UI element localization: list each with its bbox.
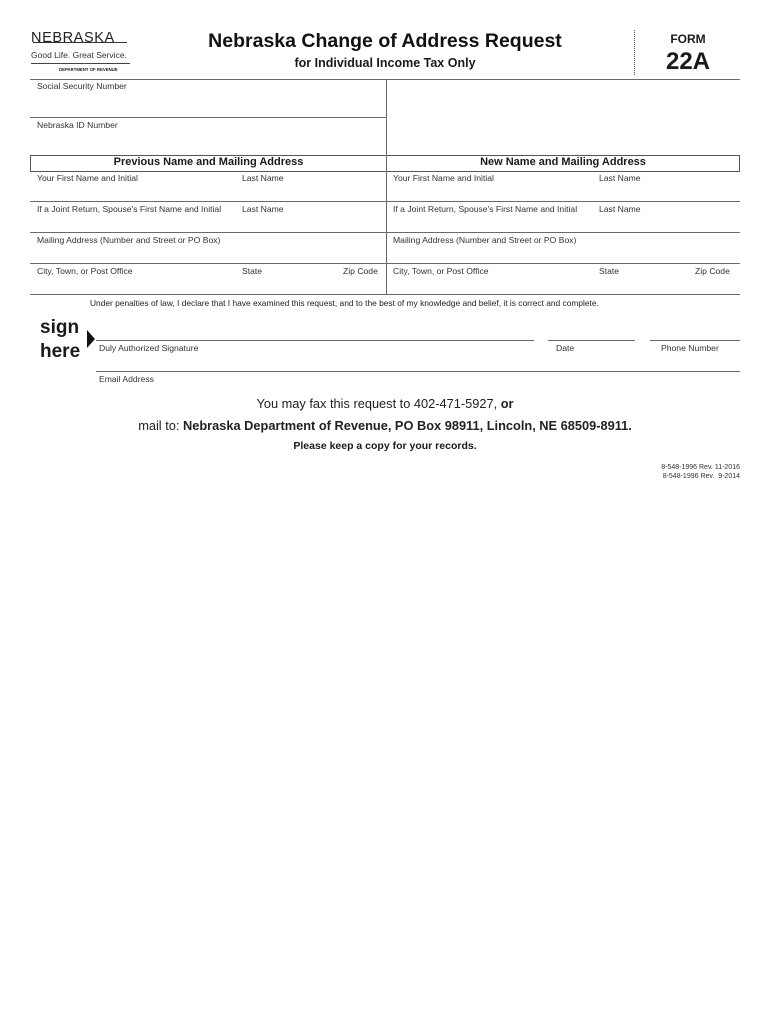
form-title: Nebraska Change of Address Request — [208, 30, 562, 52]
ssn-field[interactable] — [34, 95, 386, 115]
top-rule — [30, 79, 740, 80]
ssn-rule — [30, 117, 386, 118]
row2-rule — [30, 232, 740, 233]
keep-copy-note: Please keep a copy for your records. — [293, 440, 477, 452]
prev-spouse-last-field[interactable] — [239, 216, 386, 231]
fax-or: or — [500, 396, 514, 411]
here-word: here — [40, 341, 81, 362]
email-rule — [96, 371, 740, 372]
ne-id-label: Nebraska ID Number — [37, 120, 118, 130]
logo-divider — [31, 63, 130, 64]
new-spouse-first-field[interactable] — [390, 216, 596, 231]
prev-state-label: State — [242, 266, 263, 276]
prev-zip-label: Zip Code — [343, 266, 378, 276]
prev-first-name-label: Your First Name and Initial — [37, 173, 138, 183]
phone-label: Phone Number — [661, 343, 719, 353]
prev-last-name-field[interactable] — [239, 185, 386, 200]
logo-department: DEPARTMENT OF REVENUE — [59, 67, 118, 72]
mail-address: Nebraska Department of Revenue, PO Box 98911, Lincoln, NE 68509-8911. — [183, 418, 632, 433]
new-last-name-label: Last Name — [599, 173, 641, 183]
phone-field[interactable] — [652, 325, 740, 339]
new-spouse-last-field[interactable] — [596, 216, 740, 231]
new-address-heading: New Name and Mailing Address — [480, 156, 646, 168]
prev-spouse-first-field[interactable] — [34, 216, 238, 231]
mail-instruction — [30, 418, 740, 433]
prev-city-field[interactable] — [34, 278, 238, 293]
previous-address-heading: Previous Name and Mailing Address — [113, 156, 304, 168]
new-spouse-first-label: If a Joint Return, Spouse's First Name and Initial — [393, 204, 578, 214]
new-zip-label: Zip Code — [695, 266, 730, 276]
email-label: Email Address — [99, 374, 154, 384]
form-number: 22A — [665, 48, 711, 75]
new-spouse-last-label: Last Name — [599, 204, 641, 214]
prev-city-label: City, Town, or Post Office — [37, 266, 133, 276]
revision-2: 8-548-1996 Rev. 9-2014 — [662, 473, 740, 480]
row4-rule — [30, 294, 740, 295]
prev-first-name-field[interactable] — [34, 185, 238, 200]
prev-spouse-last-label: Last Name — [242, 204, 284, 214]
ne-id-field[interactable] — [34, 133, 386, 151]
sign-arrow-icon — [87, 330, 95, 348]
prev-mailing-label: Mailing Address (Number and Street or PO Box) — [37, 235, 221, 245]
prev-last-name-label: Last Name — [242, 173, 284, 183]
row1-rule — [30, 201, 740, 202]
new-mailing-label: Mailing Address (Number and Street or PO Box) — [393, 235, 577, 245]
sign-here-label — [40, 316, 90, 364]
fax-instruction — [30, 396, 740, 411]
sign-word: sign — [40, 317, 80, 338]
revision-1: 8-548-1996 Rev. 11-2016 — [661, 464, 740, 471]
signature-field[interactable] — [98, 325, 534, 339]
new-state-field[interactable] — [596, 278, 690, 293]
form-subtitle: for Individual Income Tax Only — [294, 56, 476, 70]
prev-state-field[interactable] — [239, 278, 339, 293]
new-mailing-field[interactable] — [390, 247, 740, 262]
ssn-label: Social Security Number — [37, 81, 127, 91]
logo-tagline: Good Life. Great Service. — [31, 50, 127, 60]
date-field[interactable] — [550, 325, 636, 339]
mail-prefix: mail to: — [138, 418, 183, 433]
prev-zip-field[interactable] — [340, 278, 386, 293]
fax-text: You may fax this request to 402-471-5927, — [256, 396, 501, 411]
phone-rule — [650, 340, 740, 341]
new-zip-field[interactable] — [692, 278, 740, 293]
new-first-name-field[interactable] — [390, 185, 596, 200]
signature-rule — [96, 340, 534, 341]
date-label: Date — [556, 343, 575, 353]
declaration-text: Under penalties of law, I declare that I have examined this request, and to the best of my knowledge and belief, it is correct and complete. — [90, 298, 599, 308]
logo-state-name: NEBRASKA — [31, 30, 115, 46]
form-label: FORM — [670, 32, 706, 46]
signature-label: Duly Authorized Signature — [99, 343, 199, 353]
new-last-name-field[interactable] — [596, 185, 740, 200]
new-city-field[interactable] — [390, 278, 596, 293]
new-state-label: State — [599, 266, 620, 276]
prev-spouse-first-label: If a Joint Return, Spouse's First Name and Initial — [37, 204, 222, 214]
header-divider — [634, 30, 635, 75]
logo-swoosh — [33, 42, 127, 43]
nebraska-logo — [30, 26, 134, 76]
date-rule — [548, 340, 635, 341]
new-city-label: City, Town, or Post Office — [393, 266, 489, 276]
row3-rule — [30, 263, 740, 264]
new-first-name-label: Your First Name and Initial — [393, 173, 494, 183]
id-column-divider — [386, 79, 387, 155]
email-field[interactable] — [98, 356, 740, 370]
prev-mailing-field[interactable] — [34, 247, 386, 262]
